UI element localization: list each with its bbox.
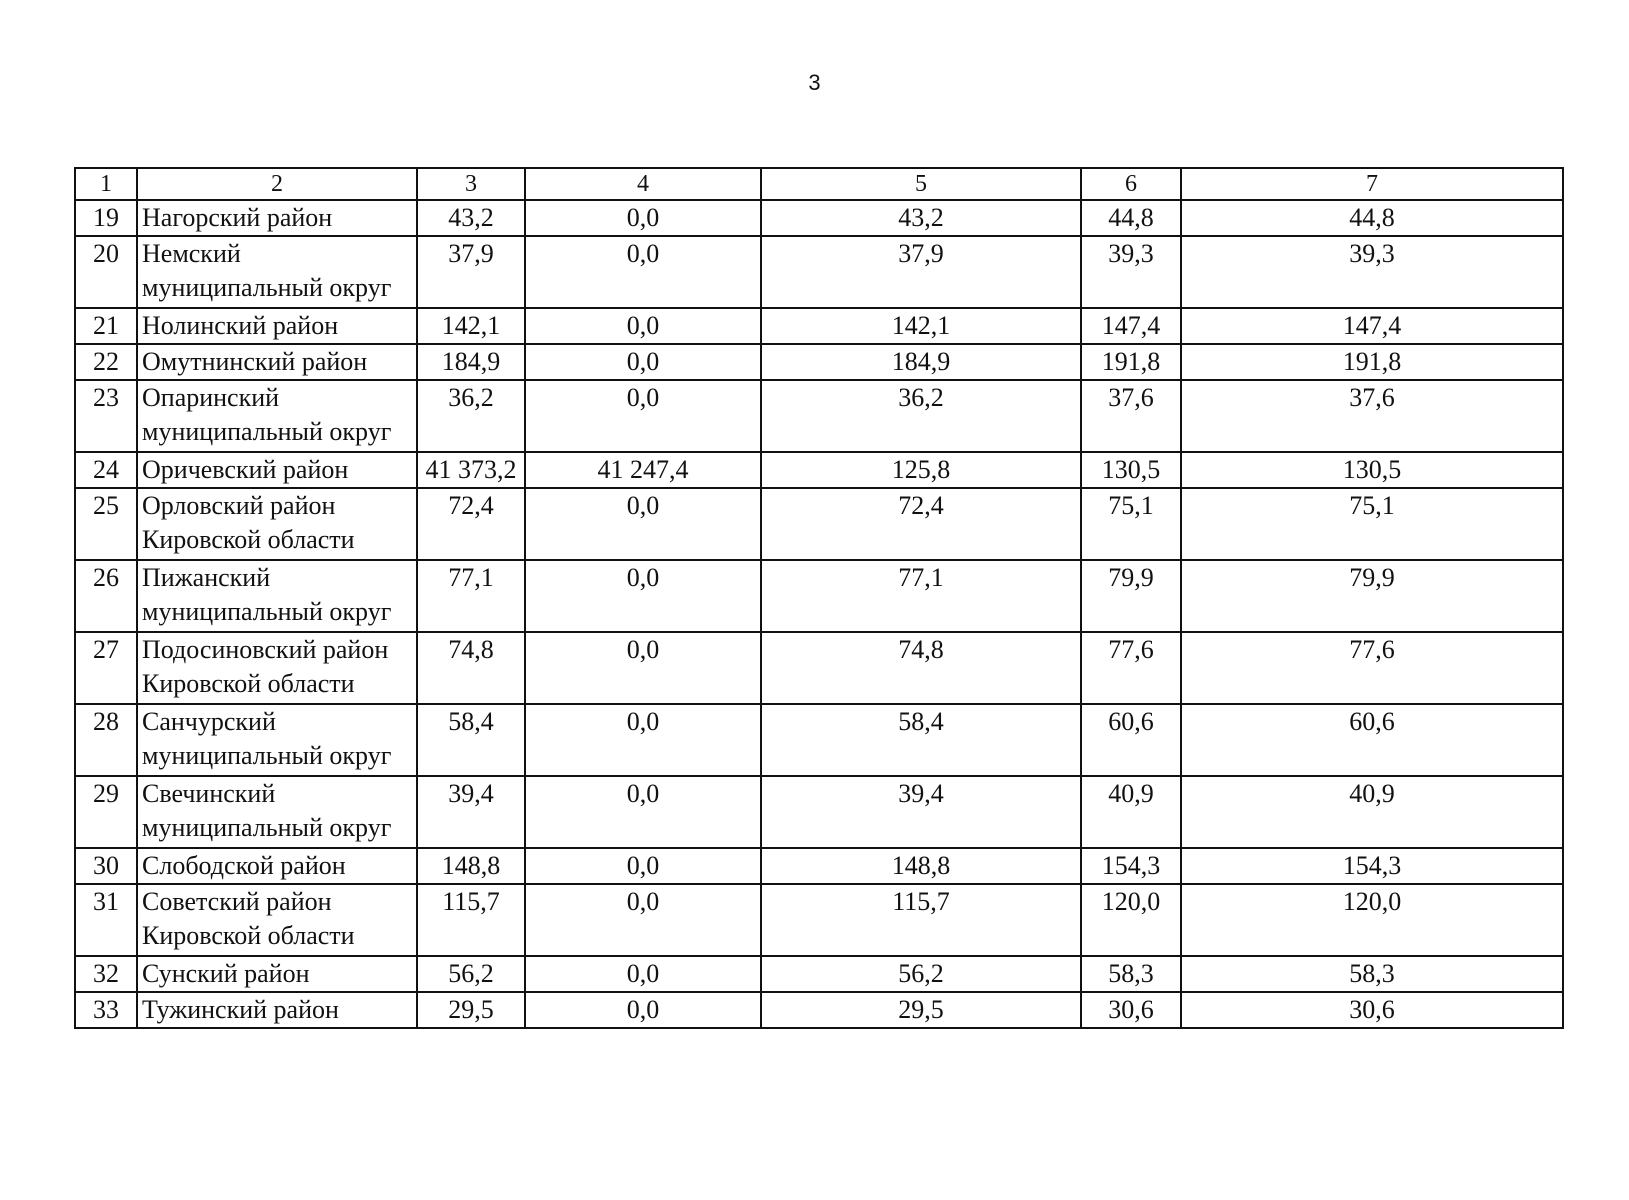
value-cell: 39,4 (417, 776, 525, 848)
district-name-cell: Советский район Кировской области (137, 884, 417, 956)
value-cell: 39,3 (1081, 236, 1181, 308)
value-cell: 41 373,2 (417, 452, 525, 488)
table-row (75, 488, 1563, 560)
value-cell: 37,6 (1081, 380, 1181, 452)
table-header-row (75, 168, 1563, 200)
value-cell: 56,2 (761, 956, 1081, 992)
value-cell: 120,0 (1081, 884, 1181, 956)
table-row (75, 704, 1563, 776)
row-number-cell: 24 (75, 452, 137, 488)
value-cell: 43,2 (761, 200, 1081, 236)
row-number-cell: 26 (75, 560, 137, 632)
value-cell: 39,4 (761, 776, 1081, 848)
column-header: 2 (137, 168, 417, 200)
table-row (75, 560, 1563, 632)
value-cell: 0,0 (525, 380, 761, 452)
value-cell: 58,3 (1081, 956, 1181, 992)
value-cell: 130,5 (1181, 452, 1563, 488)
column-header: 6 (1081, 168, 1181, 200)
value-cell: 36,2 (417, 380, 525, 452)
value-cell: 40,9 (1081, 776, 1181, 848)
table-row (75, 344, 1563, 380)
value-cell: 0,0 (525, 704, 761, 776)
value-cell: 0,0 (525, 488, 761, 560)
value-cell: 184,9 (761, 344, 1081, 380)
value-cell: 58,4 (417, 704, 525, 776)
table-row (75, 848, 1563, 884)
district-name-cell: Нолинский район (137, 308, 417, 344)
value-cell: 58,3 (1181, 956, 1563, 992)
value-cell: 79,9 (1081, 560, 1181, 632)
value-cell: 142,1 (417, 308, 525, 344)
district-name-cell: Опаринский муниципальный округ (137, 380, 417, 452)
value-cell: 43,2 (417, 200, 525, 236)
value-cell: 0,0 (525, 776, 761, 848)
value-cell: 191,8 (1081, 344, 1181, 380)
value-cell: 115,7 (417, 884, 525, 956)
value-cell: 77,1 (417, 560, 525, 632)
value-cell: 130,5 (1081, 452, 1181, 488)
value-cell: 0,0 (525, 344, 761, 380)
district-name-cell: Слободской район (137, 848, 417, 884)
value-cell: 147,4 (1081, 308, 1181, 344)
column-header: 5 (761, 168, 1081, 200)
row-number-cell: 31 (75, 884, 137, 956)
district-name-cell: Свечинский муниципальный округ (137, 776, 417, 848)
value-cell: 30,6 (1081, 992, 1181, 1028)
district-name-cell: Немский муниципальный округ (137, 236, 417, 308)
value-cell: 30,6 (1181, 992, 1563, 1028)
table-row (75, 956, 1563, 992)
page-number: 3 (808, 70, 821, 95)
row-number-cell: 20 (75, 236, 137, 308)
value-cell: 37,6 (1181, 380, 1563, 452)
value-cell: 147,4 (1181, 308, 1563, 344)
data-table (74, 167, 1564, 1029)
row-number-cell: 28 (75, 704, 137, 776)
row-number-cell: 22 (75, 344, 137, 380)
value-cell: 115,7 (761, 884, 1081, 956)
table-row (75, 200, 1563, 236)
value-cell: 77,6 (1181, 632, 1563, 704)
district-name-cell: Орловский район Кировской области (137, 488, 417, 560)
value-cell: 39,3 (1181, 236, 1563, 308)
value-cell: 184,9 (417, 344, 525, 380)
value-cell: 0,0 (525, 236, 761, 308)
value-cell: 154,3 (1181, 848, 1563, 884)
column-header: 4 (525, 168, 761, 200)
value-cell: 75,1 (1081, 488, 1181, 560)
table-row (75, 236, 1563, 308)
row-number-cell: 21 (75, 308, 137, 344)
value-cell: 79,9 (1181, 560, 1563, 632)
row-number-cell: 33 (75, 992, 137, 1028)
row-number-cell: 23 (75, 380, 137, 452)
district-name-cell: Санчурский муниципальный округ (137, 704, 417, 776)
value-cell: 36,2 (761, 380, 1081, 452)
value-cell: 154,3 (1081, 848, 1181, 884)
table-row (75, 308, 1563, 344)
value-cell: 148,8 (761, 848, 1081, 884)
table-row (75, 776, 1563, 848)
table-row (75, 380, 1563, 452)
value-cell: 60,6 (1181, 704, 1563, 776)
table-row (75, 992, 1563, 1028)
value-cell: 125,8 (761, 452, 1081, 488)
column-header: 1 (75, 168, 137, 200)
row-number-cell: 30 (75, 848, 137, 884)
value-cell: 142,1 (761, 308, 1081, 344)
value-cell: 56,2 (417, 956, 525, 992)
value-cell: 74,8 (417, 632, 525, 704)
value-cell: 120,0 (1181, 884, 1563, 956)
column-header: 3 (417, 168, 525, 200)
value-cell: 44,8 (1081, 200, 1181, 236)
table-row (75, 884, 1563, 956)
value-cell: 148,8 (417, 848, 525, 884)
value-cell: 0,0 (525, 956, 761, 992)
value-cell: 58,4 (761, 704, 1081, 776)
district-name-cell: Омутнинский район (137, 344, 417, 380)
value-cell: 0,0 (525, 200, 761, 236)
row-number-cell: 19 (75, 200, 137, 236)
value-cell: 37,9 (417, 236, 525, 308)
value-cell: 75,1 (1181, 488, 1563, 560)
value-cell: 37,9 (761, 236, 1081, 308)
value-cell: 77,1 (761, 560, 1081, 632)
district-name-cell: Подосиновский район Кировской области (137, 632, 417, 704)
value-cell: 41 247,4 (525, 452, 761, 488)
value-cell: 0,0 (525, 848, 761, 884)
value-cell: 29,5 (417, 992, 525, 1028)
value-cell: 0,0 (525, 632, 761, 704)
value-cell: 191,8 (1181, 344, 1563, 380)
value-cell: 0,0 (525, 884, 761, 956)
value-cell: 77,6 (1081, 632, 1181, 704)
value-cell: 72,4 (417, 488, 525, 560)
row-number-cell: 27 (75, 632, 137, 704)
row-number-cell: 32 (75, 956, 137, 992)
value-cell: 0,0 (525, 308, 761, 344)
value-cell: 44,8 (1181, 200, 1563, 236)
district-name-cell: Тужинский район (137, 992, 417, 1028)
value-cell: 0,0 (525, 560, 761, 632)
table-row (75, 452, 1563, 488)
column-header: 7 (1181, 168, 1563, 200)
row-number-cell: 29 (75, 776, 137, 848)
table-row (75, 632, 1563, 704)
district-name-cell: Пижанский муниципальный округ (137, 560, 417, 632)
value-cell: 74,8 (761, 632, 1081, 704)
value-cell: 60,6 (1081, 704, 1181, 776)
district-name-cell: Сунский район (137, 956, 417, 992)
row-number-cell: 25 (75, 488, 137, 560)
value-cell: 29,5 (761, 992, 1081, 1028)
district-name-cell: Нагорский район (137, 200, 417, 236)
value-cell: 40,9 (1181, 776, 1563, 848)
district-name-cell: Оричевский район (137, 452, 417, 488)
value-cell: 0,0 (525, 992, 761, 1028)
value-cell: 72,4 (761, 488, 1081, 560)
